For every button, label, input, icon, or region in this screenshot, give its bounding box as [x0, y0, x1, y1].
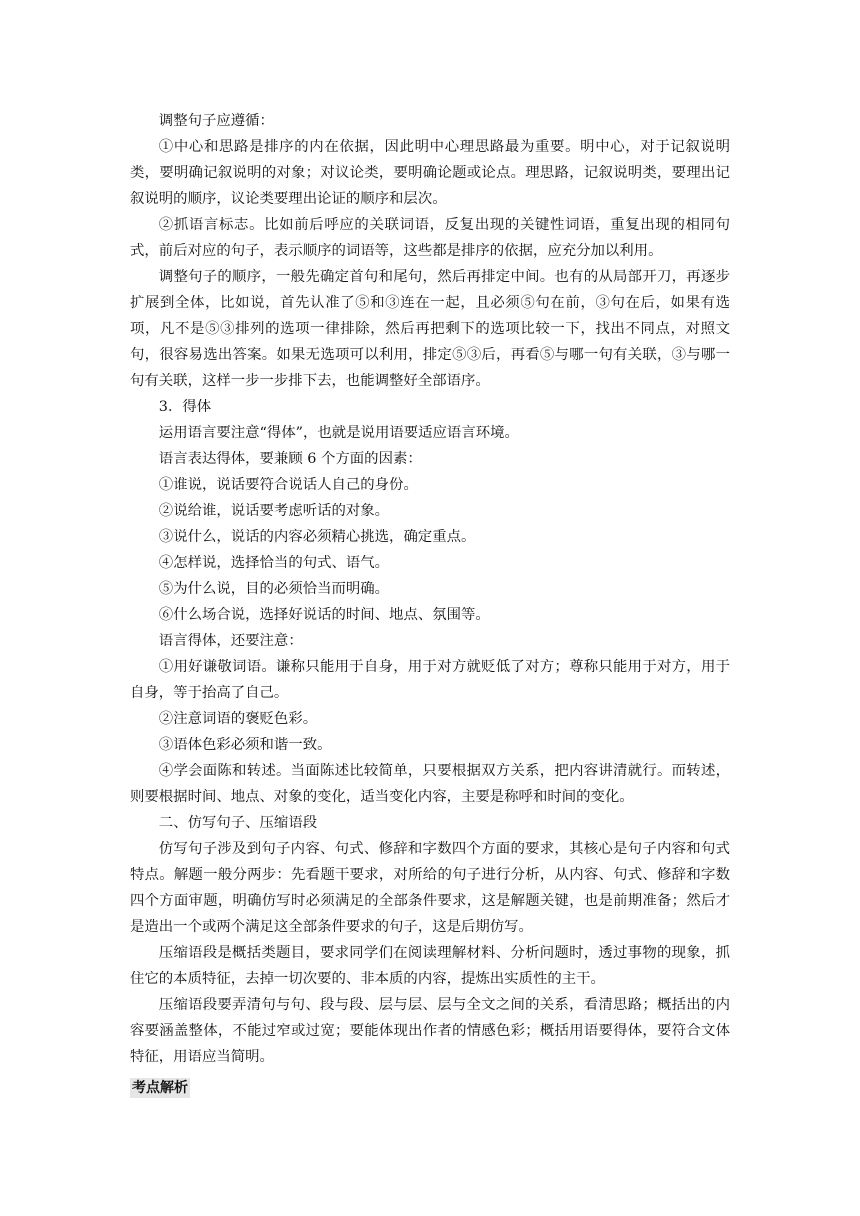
- paragraph: 二、仿写句子、压缩语段: [158, 815, 318, 831]
- paragraph: ②抓语言标志。比如前后呼应的关联词语，反复出现的关键性词语，重复出现的相同句式，前后对应的句子，表示顺序的词语等，这些都是排序的依据，应充分加以利用。: [130, 217, 730, 259]
- paragraph: ②注意词语的褒贬色彩。: [158, 711, 318, 727]
- paragraph: 运用语言要注意“得体”，也就是说用语要适应语言环境。: [158, 425, 519, 441]
- paragraph: ④怎样说，选择恰当的句式、语气。: [158, 555, 390, 571]
- paragraph: 压缩语段要弄清句与句、段与段、层与层、层与全文之间的关系，看清思路；概括出的内容要涵盖整体，不能过窄或过宽；要能体现出作者的情感色彩；概括用语要得体，要符合文体特征，用语应当简明。: [130, 997, 730, 1065]
- section-heading-kaodian-jiexi: 考点解析: [132, 1080, 188, 1096]
- paragraph: ⑤为什么说，目的必须恰当而明确。: [158, 581, 390, 597]
- paragraph: 3．得体: [158, 399, 212, 415]
- paragraph: 调整句子的顺序，一般先确定首句和尾句，然后再排定中间。也有的从局部开刀，再逐步扩展到全体，比如说，首先认准了⑤和③连在一起，且必须⑤句在前，③句在后，如果有选项，凡不是⑤③排列的选项一律排除，然后再把剩下的选项比较一下，找出不同点，对照文句，很容易选出答案。如果无选项可以利用，排定⑤③后，再看⑤与哪一句有关联，③与哪一句有关联，这样一步一步排下去，也能调整好全部语序。: [130, 269, 730, 389]
- paragraph: ④学会面陈和转述。当面陈述比较简单，只要根据双方关系，把内容讲清就行。而转述，则要根据时间、地点、对象的变化，适当变化内容，主要是称呼和时间的变化。: [130, 763, 730, 805]
- paragraph: 压缩语段是概括类题目，要求同学们在阅读理解材料、分析问题时，透过事物的现象，抓住它的本质特征，去掉一切次要的、非本质的内容，提炼出实质性的主干。: [130, 945, 730, 987]
- paragraph: 语言表达得体，要兼顾 6 个方面的因素：: [158, 451, 422, 467]
- paragraph: 语言得体，还要注意：: [158, 633, 303, 649]
- paragraph: ③语体色彩必须和谐一致。: [158, 737, 332, 753]
- paragraph: 调整句子应遵循：: [158, 113, 274, 129]
- paragraph: ②说给谁，说话要考虑听话的对象。: [158, 503, 390, 519]
- paragraph: ③说什么，说话的内容必须精心挑选，确定重点。: [158, 529, 476, 545]
- document-body: [130, 108, 730, 1070]
- paragraph: ①用好谦敬词语。谦称只能用于自身，用于对方就贬低了对方；尊称只能用于对方，用于自身，等于抬高了自己。: [130, 659, 730, 701]
- paragraph: ⑥什么场合说，选择好说话的时间、地点、氛围等。: [158, 607, 490, 623]
- paragraph: ①中心和思路是排序的内在依据，因此明中心理思路最为重要。明中心，对于记叙说明类，要明确记叙说明的对象；对议论类，要明确论题或论点。理思路，记叙说明类，要理出记叙说明的顺序，议论类要理出论证的顺序和层次。: [130, 139, 730, 207]
- paragraph: 仿写句子涉及到句子内容、句式、修辞和字数四个方面的要求，其核心是句子内容和句式特点。解题一般分两步：先看题干要求，对所给的句子进行分析，从内容、句式、修辞和字数四个方面审题，明确仿写时必须满足的全部条件要求，这是解题关键，也是前期准备；然后才是造出一个或两个满足这全部条件要求的句子，这是后期仿写。: [130, 841, 730, 935]
- paragraph: ①谁说，说话要符合说话人自己的身份。: [158, 477, 418, 493]
